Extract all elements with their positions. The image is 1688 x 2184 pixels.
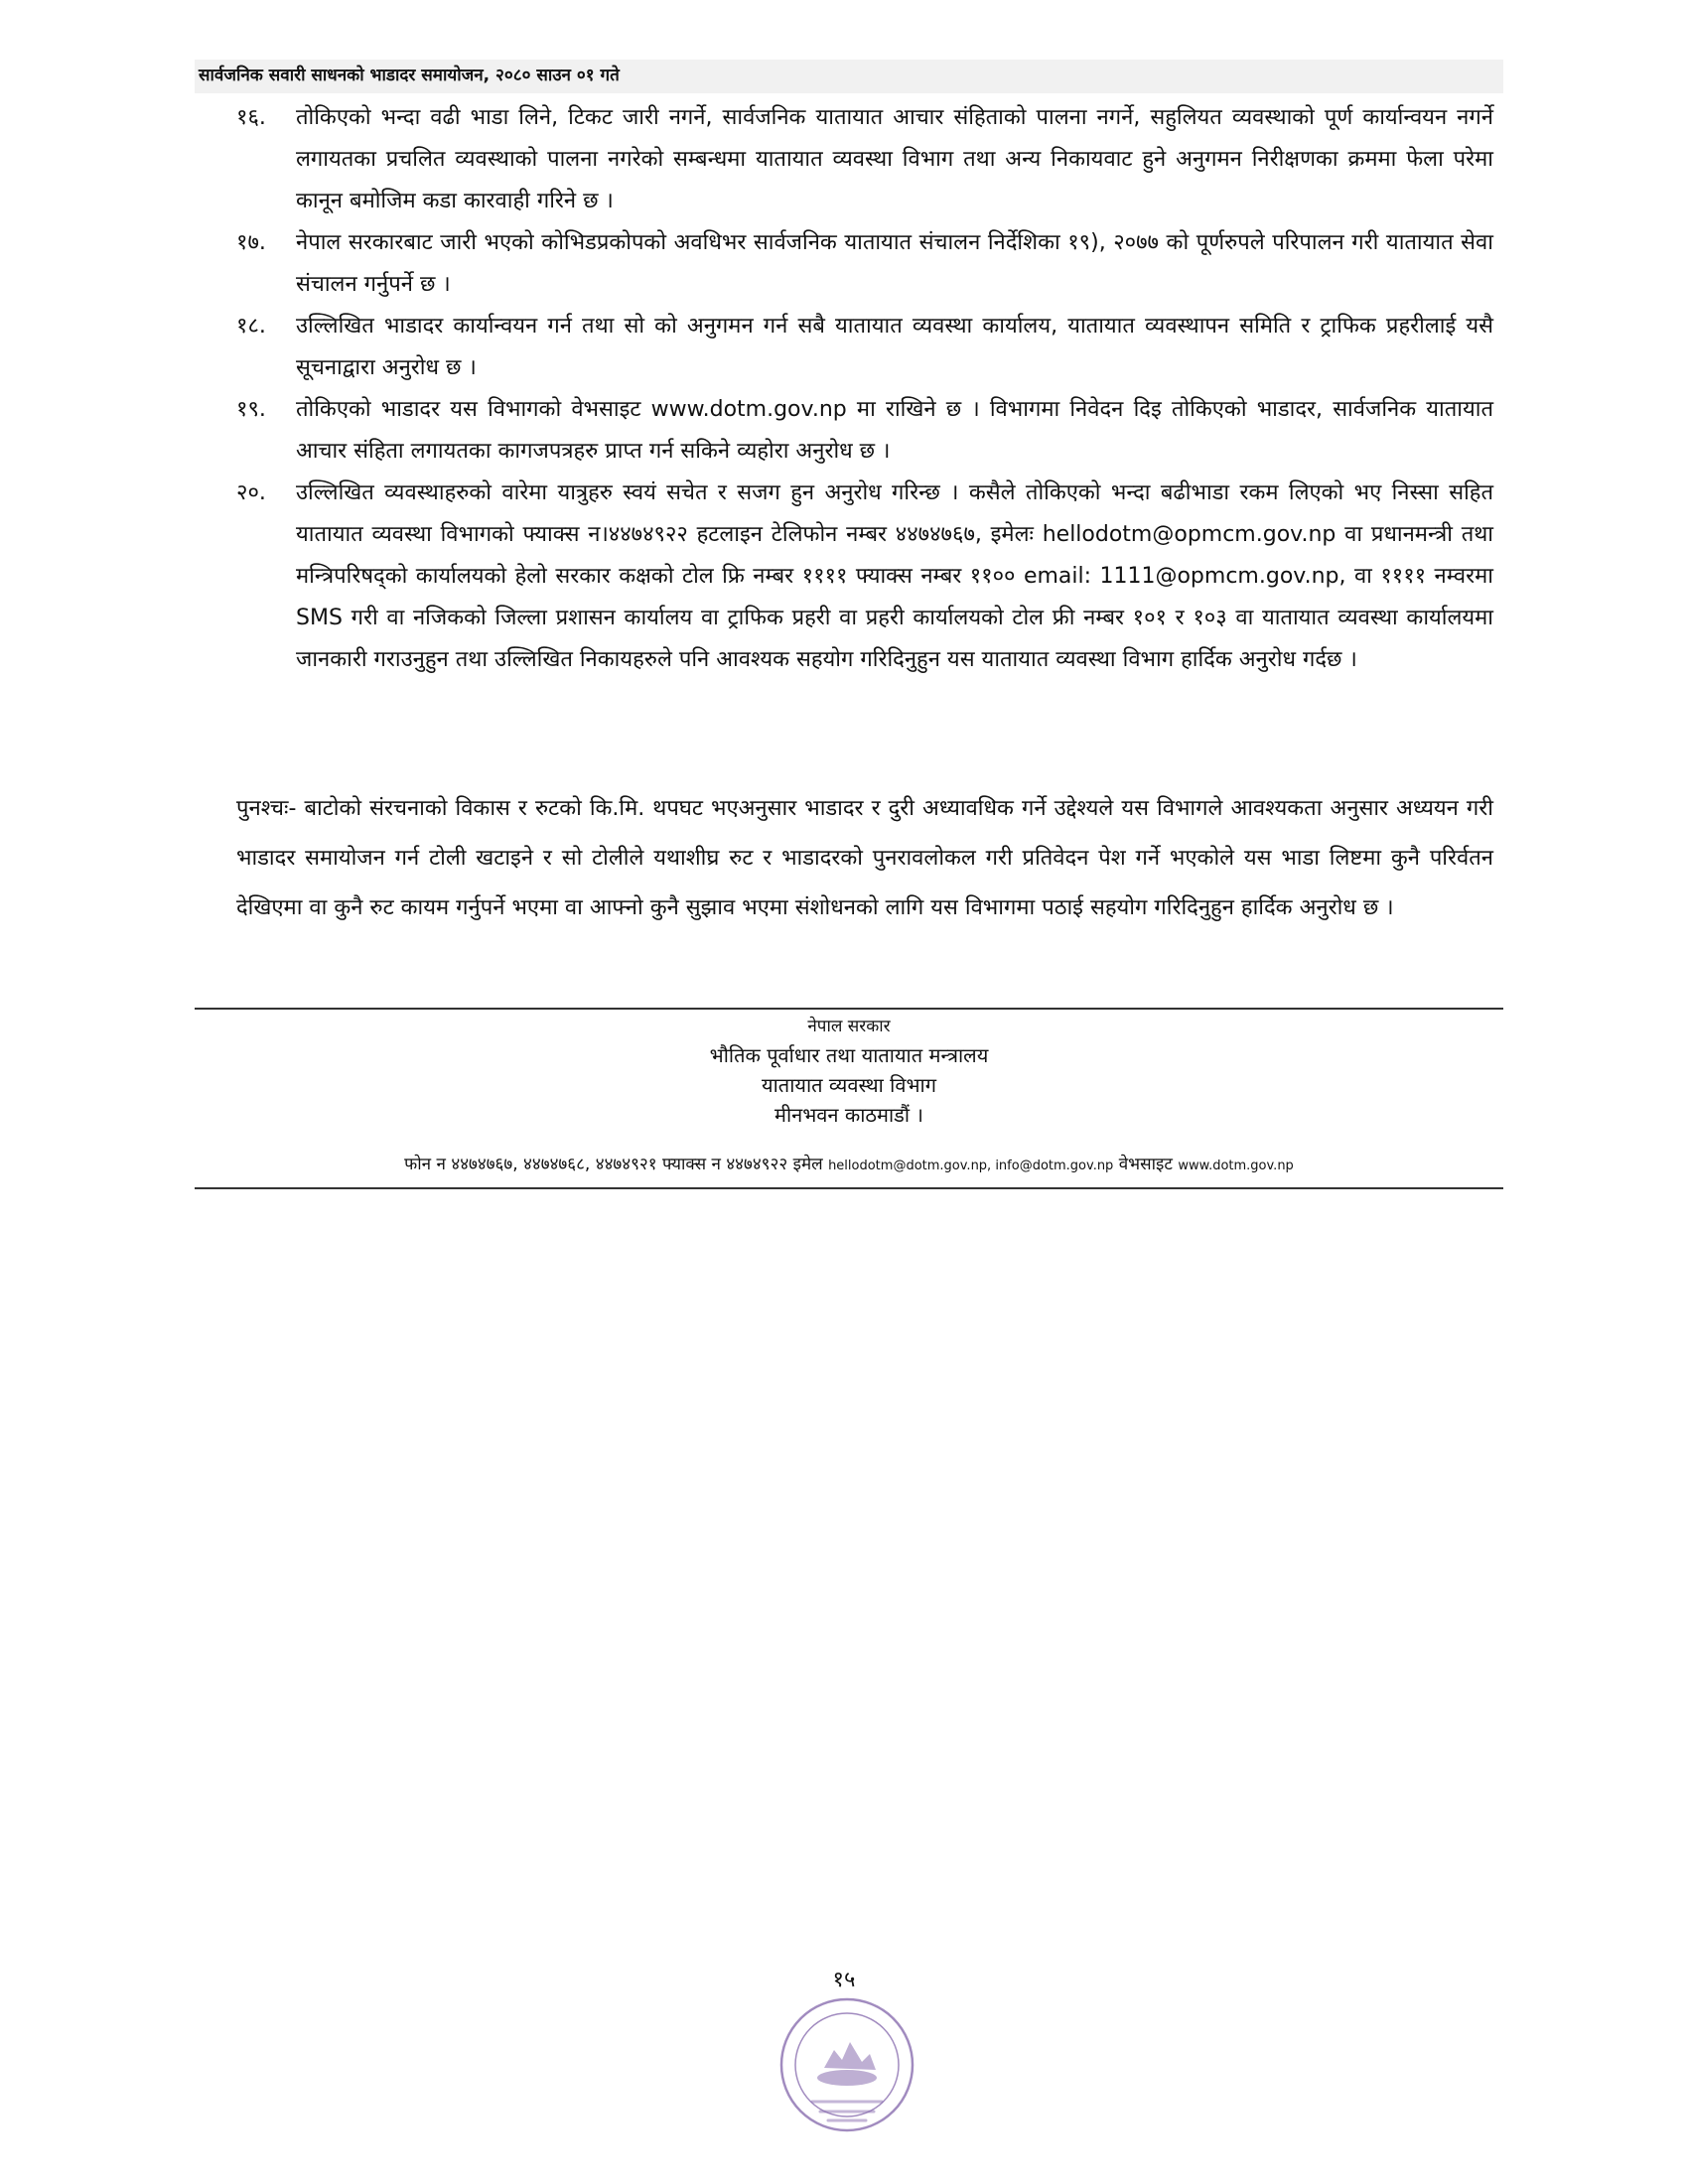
item-number: १७. [236, 230, 266, 255]
footer-website-link[interactable]: www.dotm.gov.np [1178, 1159, 1294, 1173]
footer-ministry: भौतिक पूर्वाधार तथा यातायात मन्त्रालय [709, 1043, 989, 1067]
footer-contact-phone: फोन न ४४७४७६७, ४४७४७६८, ४४७४९२१ फ्याक्स न ४४७४९२२ इमेल [404, 1155, 823, 1174]
list-item [236, 389, 1493, 473]
list-item [236, 473, 1493, 681]
footer-divider-bottom [195, 1187, 1503, 1189]
footer-contact-line [195, 1152, 1503, 1174]
footer-address: मीनभवन काठमाडौं । [774, 1103, 923, 1127]
list-item [236, 97, 1493, 222]
item-text: नेपाल सरकारबाट जारी भएको कोभिडप्रकोपको अवधिभर सार्वजनिक यातायात संचालन निर्देशिका १९), २०७७ को पूर्णरुपले परिपालन गरी यातायात सेवा संचालन गर्नुपर्ने छ । [296, 230, 1493, 297]
footer-government: नेपाल सरकार [807, 1017, 891, 1036]
footer-divider-top [195, 1008, 1503, 1010]
footer-organization [195, 1013, 1503, 1130]
list-item [236, 222, 1493, 306]
list-item [236, 306, 1493, 389]
item-number: १८. [236, 314, 266, 339]
item-text: उल्लिखित भाडादर कार्यान्वयन गर्न तथा सो को अनुगमन गर्न सबै यातायात व्यवस्था कार्यालय, यातायात व्यवस्थापन समिति र ट्राफिक प्रहरीलाई यसै सूचनाद्वारा अनुरोध छ । [296, 314, 1493, 380]
notice-items-list [236, 97, 1493, 681]
footer-department: यातायात व्यवस्था विभाग [762, 1073, 936, 1097]
item-number: २०. [236, 480, 266, 505]
item-number: १९. [236, 397, 266, 422]
item-text: उल्लिखित व्यवस्थाहरुको वारेमा यात्रुहरु स्वयं सचेत र सजग हुन अनुरोध गरिन्छ । कसैले तोकिएको भन्दा बढीभाडा रकम लिएको भए निस्सा सहित यातायात व्यवस्था विभागको फ्याक्स न।४४७४९२२ हटलाइन टेलिफोन नम्बर ४४७४७६७, इमेलः hellodotm@opmcm.gov.np वा प्रधानमन्त्री तथा मन्त्रिपरिषद्को कार्यालयको हेलो सरकार कक्षको टोल फ्रि नम्बर ११११ फ्याक्स नम्बर ११०० email: 1111@opmcm.gov.np, वा ११११ नम्वरमा SMS गरी वा नजिकको जिल्ला प्रशासन कार्यालय वा ट्राफिक प्रहरी वा प्रहरी कार्यालयको टोल फ्री नम्बर १०१ र १०३ वा यातायात व्यवस्था कार्यालयमा जानकारी गराउनुहुन तथा उल्लिखित निकायहरुले पनि आवश्यक सहयोग गरिदिनुहुन यस यातायात व्यवस्था विभाग हार्दिक अनुरोध गर्दछ । [296, 480, 1493, 672]
official-seal-icon [773, 1990, 921, 2139]
item-number: १६. [236, 105, 266, 130]
footer-website-label: वेभसाइट [1118, 1155, 1173, 1174]
item-text: तोकिएको भन्दा वढी भाडा लिने, टिकट जारी नगर्ने, सार्वजनिक यातायात आचार संहिताको पालना नगर्ने, सहुलियत व्यवस्थाको पूर्ण कार्यान्वयन नगर्ने लगायतका प्रचलित व्यवस्थाको पालना नगरेको सम्बन्धमा यातायात व्यवस्था विभाग तथा अन्य निकायवाट हुने अनुगमन निरीक्षणका क्रममा फेला परेमा कानून बमोजिम कडा कारवाही गरिने छ । [296, 105, 1493, 213]
page-number: १५ [832, 1968, 856, 1992]
footer-contact-emails: hellodotm@dotm.gov.np, info@dotm.gov.np [828, 1159, 1114, 1173]
item-text: तोकिएको भाडादर यस विभागको वेभसाइट www.dotm.gov.np मा राखिने छ । विभागमा निवेदन दिइ तोकिएको भाडादर, सार्वजनिक यातायात आचार संहिता लगायतका कागजपत्रहरु प्राप्त गर्न सकिने व्यहोरा अनुरोध छ । [296, 397, 1493, 464]
document-header-title: सार्वजनिक सवारी साधनको भाडादर समायोजन, २०८० साउन ०१ गते [199, 66, 620, 85]
postscript-paragraph: पुनश्चः- बाटोको संरचनाको विकास र रुटको कि.मि. थपघट भएअनुसार भाडादर र दुरी अध्यावधिक गर्ने उद्देश्यले यस विभागले आवश्यकता अनुसार अध्ययन गरी भाडादर समायोजन गर्न टोली खटाइने र सो टोलीले यथाशीघ्र रुट र भाडादरको पुनरावलोकल गरी प्रतिवेदन पेश गर्ने भएकोले यस भाडा लिष्टमा कुनै परिर्वतन देखिएमा वा कुनै रुट कायम गर्नुपर्ने भएमा वा आफ्नो कुनै सुझाव भएमा संशोधनको लागि यस विभागमा पठाई सहयोग गरिदिनुहुन हार्दिक अनुरोध छ । [236, 796, 1493, 920]
